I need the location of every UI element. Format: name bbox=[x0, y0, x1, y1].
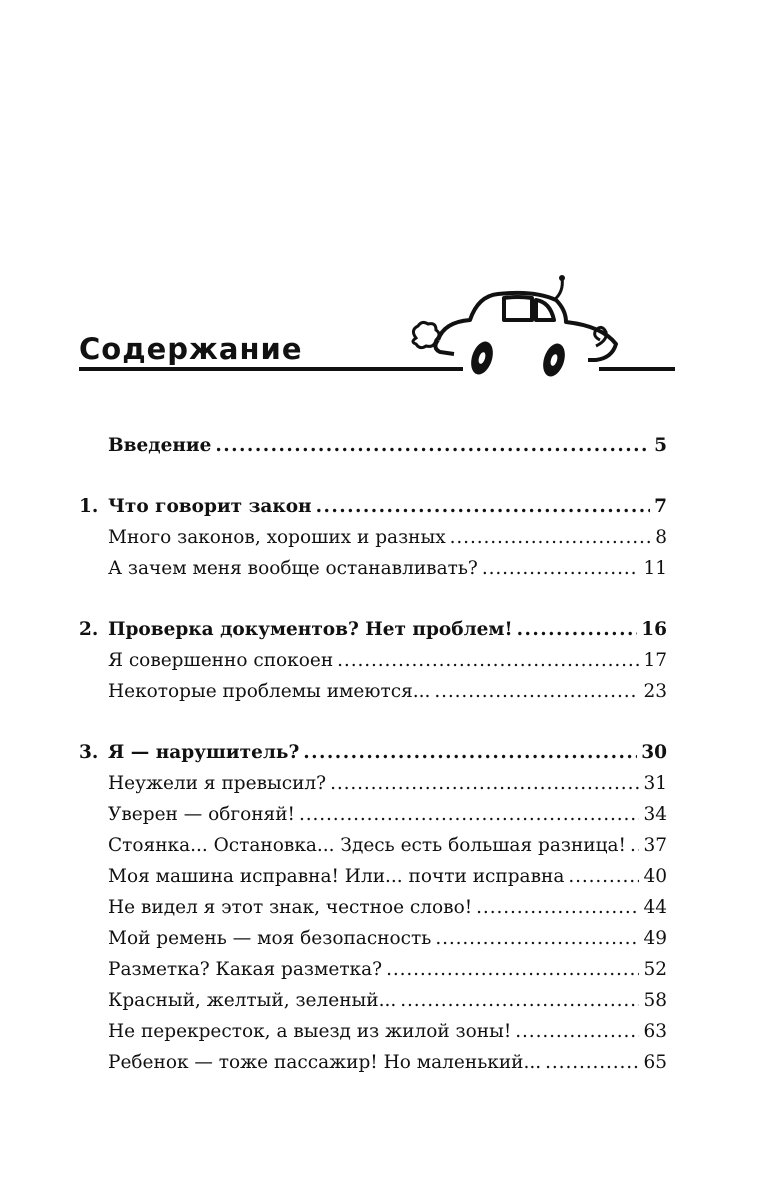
contents-header bbox=[79, 270, 675, 390]
toc-entry[interactable] bbox=[79, 861, 667, 892]
toc-entry-label: Я — нарушитель? bbox=[108, 742, 300, 763]
toc-page-number: 7 bbox=[654, 496, 667, 517]
toc-page-number: 58 bbox=[643, 990, 667, 1011]
toc-entry-label: Ребенок — тоже пассажир! Но маленький... bbox=[108, 1052, 542, 1073]
dot-leader bbox=[476, 892, 639, 923]
dot-leader bbox=[400, 985, 639, 1016]
toc-entry-label: Разметка? Какая разметка? bbox=[108, 959, 383, 980]
toc-chapter-3[interactable] bbox=[79, 737, 667, 768]
toc-entry-label: Неужели я превысил? bbox=[108, 773, 327, 794]
dot-leader bbox=[337, 645, 639, 676]
toc-page-number: 65 bbox=[643, 1052, 667, 1073]
dot-leader bbox=[215, 430, 650, 461]
dot-leader bbox=[299, 799, 639, 830]
toc-entry-label: Мой ремень — моя безопасность bbox=[108, 928, 432, 949]
toc-chapter-1[interactable] bbox=[79, 491, 667, 522]
toc-entry-label: А зачем меня вообще останавливать? bbox=[108, 558, 478, 579]
toc-entry[interactable] bbox=[79, 1047, 667, 1078]
toc-page-number: 8 bbox=[655, 527, 667, 548]
toc-entry-intro[interactable] bbox=[79, 430, 667, 461]
toc-page-number: 5 bbox=[654, 435, 667, 456]
toc-entry[interactable] bbox=[79, 954, 667, 985]
toc-entry[interactable] bbox=[79, 522, 667, 553]
toc-entry[interactable] bbox=[79, 1016, 667, 1047]
toc-entry[interactable] bbox=[79, 923, 667, 954]
toc-entry-label: Много законов, хороших и разных bbox=[108, 527, 446, 548]
table-of-contents bbox=[79, 430, 667, 1078]
toc-page-number: 40 bbox=[643, 866, 667, 887]
toc-page-number: 44 bbox=[643, 897, 667, 918]
toc-entry[interactable] bbox=[79, 892, 667, 923]
dot-leader bbox=[545, 1047, 639, 1078]
car-illustration-icon bbox=[404, 270, 624, 390]
toc-page-number: 11 bbox=[643, 558, 667, 579]
toc-entry[interactable] bbox=[79, 799, 667, 830]
dot-leader bbox=[434, 676, 639, 707]
toc-entry[interactable] bbox=[79, 553, 667, 584]
toc-page-number: 63 bbox=[643, 1021, 667, 1042]
dot-leader bbox=[435, 923, 639, 954]
toc-entry[interactable] bbox=[79, 645, 667, 676]
toc-entry-label: Моя машина исправна! Или... почти исправна bbox=[108, 866, 565, 887]
dot-leader bbox=[450, 522, 652, 553]
toc-page-number: 37 bbox=[643, 835, 667, 856]
toc-entry-label: Что говорит закон bbox=[108, 496, 312, 517]
toc-entry-label: Не видел я этот знак, честное слово! bbox=[108, 897, 473, 918]
toc-entry-label: Уверен — обгоняй! bbox=[108, 804, 295, 825]
toc-entry[interactable] bbox=[79, 985, 667, 1016]
toc-entry[interactable] bbox=[79, 768, 667, 799]
chapter-number: 1. bbox=[79, 496, 99, 517]
toc-page-number: 49 bbox=[643, 928, 667, 949]
dot-leader bbox=[630, 830, 639, 861]
toc-entry-label: Проверка документов? Нет проблем! bbox=[108, 619, 513, 640]
toc-entry-label: Введение bbox=[108, 435, 212, 456]
toc-page-number: 16 bbox=[641, 619, 667, 640]
toc-page-number: 34 bbox=[643, 804, 667, 825]
toc-entry-label: Некоторые проблемы имеются... bbox=[108, 681, 431, 702]
dot-leader bbox=[330, 768, 639, 799]
chapter-number: 3. bbox=[79, 742, 99, 763]
toc-page-number: 23 bbox=[643, 681, 667, 702]
toc-chapter-2[interactable] bbox=[79, 614, 667, 645]
toc-entry-label: Не перекресток, а выезд из жилой зоны! bbox=[108, 1021, 512, 1042]
dot-leader bbox=[316, 491, 651, 522]
toc-entry-label: Красный, желтый, зеленый... bbox=[108, 990, 397, 1011]
dot-leader bbox=[303, 737, 637, 768]
toc-page-number: 52 bbox=[643, 959, 667, 980]
dot-leader bbox=[386, 954, 639, 985]
chapter-number: 2. bbox=[79, 619, 99, 640]
toc-page-number: 31 bbox=[643, 773, 667, 794]
dot-leader bbox=[568, 861, 639, 892]
toc-entry-label: Стоянка... Остановка... Здесь есть большая разница! bbox=[108, 835, 626, 856]
toc-entry-label: Я совершенно спокоен bbox=[108, 650, 334, 671]
toc-entry[interactable] bbox=[79, 676, 667, 707]
toc-page-number: 17 bbox=[643, 650, 667, 671]
page-title: Содержание bbox=[79, 332, 303, 366]
dot-leader bbox=[482, 553, 640, 584]
toc-entry[interactable] bbox=[79, 830, 667, 861]
dot-leader bbox=[517, 614, 638, 645]
dot-leader bbox=[515, 1016, 639, 1047]
toc-page-number: 30 bbox=[641, 742, 667, 763]
